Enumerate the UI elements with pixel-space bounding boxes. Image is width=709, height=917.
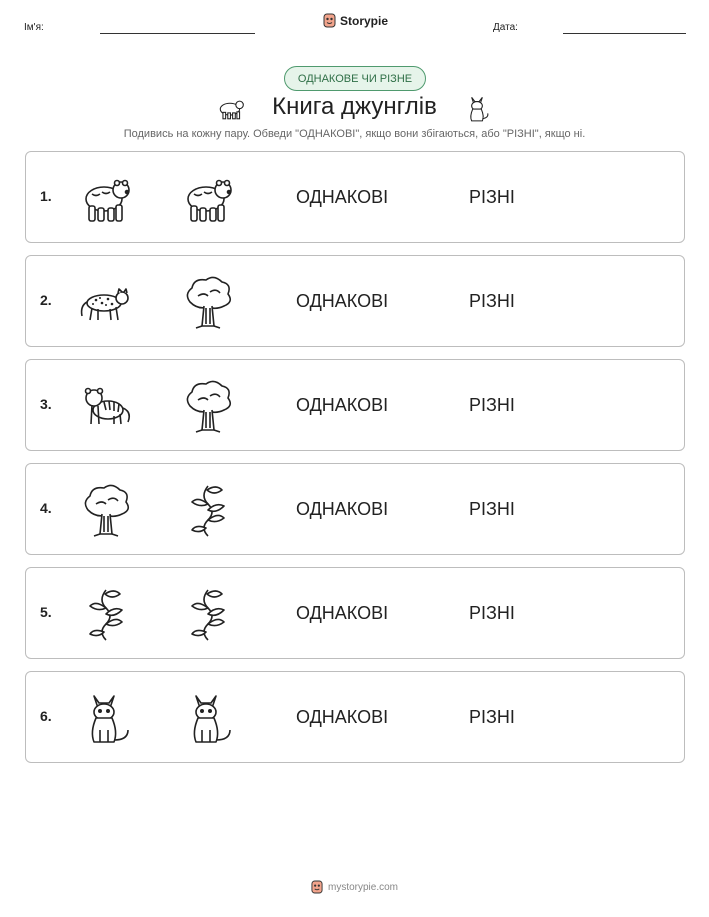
tiger-icon [78,378,134,434]
answer-same[interactable]: ОДНАКОВІ [296,291,389,311]
page-title: Книга джунглів [272,93,437,120]
answer-different[interactable]: РІЗНІ [469,291,515,311]
question-row [25,151,685,243]
wolf-icon [180,690,236,746]
answer-same[interactable]: ОДНАКОВІ [296,707,389,727]
answer-different[interactable]: РІЗНІ [469,603,515,623]
name-label: Ім'я: [24,22,44,33]
question-number: 2. [40,292,52,308]
date-line[interactable] [563,33,686,34]
answer-same[interactable]: ОДНАКОВІ [296,499,389,519]
storypie-logo-icon [323,13,336,28]
wolf-icon [78,690,134,746]
footer-url[interactable]: mystorypie.com [327,881,398,893]
leopard-icon [78,274,134,330]
question-number: 6. [40,708,52,724]
storypie-footer-icon [311,880,323,894]
answer-same[interactable]: ОДНАКОВІ [296,603,389,623]
wolf-icon [462,92,492,124]
bear-icon [180,170,236,226]
vine-icon [78,586,134,642]
tree-icon [180,378,236,434]
tree-icon [78,482,134,538]
question-number: 3. [40,396,52,412]
question-number: 1. [40,188,52,204]
question-number: 4. [40,500,52,516]
question-row [25,567,685,659]
vine-icon [180,586,236,642]
footer [0,880,709,894]
answer-different[interactable]: РІЗНІ [469,187,515,207]
question-row [25,671,685,763]
question-row [25,359,685,451]
tree-icon [180,274,236,330]
answer-different[interactable]: РІЗНІ [469,499,515,519]
date-label: Дата: [493,22,518,33]
answer-different[interactable]: РІЗНІ [469,395,515,415]
question-number: 5. [40,604,52,620]
answer-different[interactable]: РІЗНІ [469,707,515,727]
answer-same[interactable]: ОДНАКОВІ [296,187,389,207]
brand-name: Storypie [340,13,389,28]
instructions: Подивись на кожну пару. Обведи "ОДНАКОВІ", якщо вони збігаються, або "РІЗНІ", якщо ні. [123,128,586,140]
answer-same[interactable]: ОДНАКОВІ [296,395,389,415]
question-row [25,255,685,347]
bear-icon [78,170,134,226]
vine-icon [180,482,236,538]
name-line[interactable] [100,33,255,34]
question-row [25,463,685,555]
worksheet-type-badge: ОДНАКОВЕ ЧИ РІЗНЕ [284,66,426,91]
brand [323,13,388,28]
